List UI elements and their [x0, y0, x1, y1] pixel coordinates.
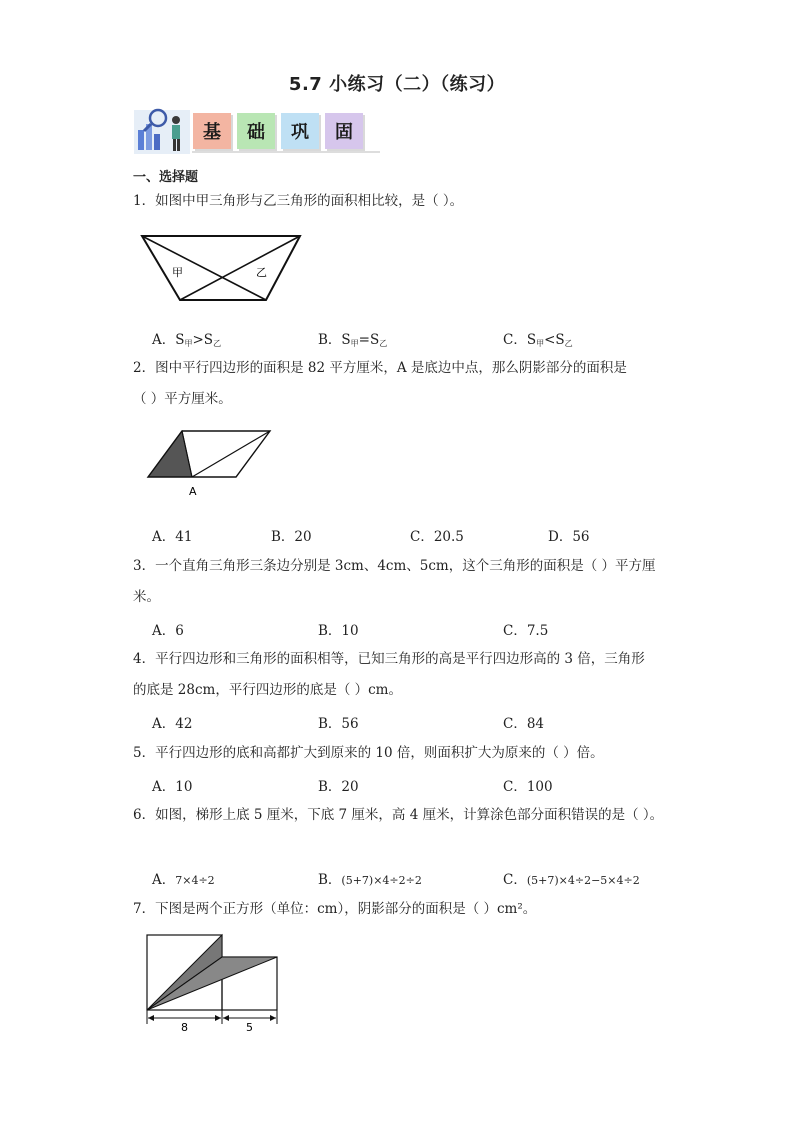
- q2-option-b[interactable]: B．20: [271, 529, 312, 545]
- option-subscript: 乙: [564, 339, 573, 348]
- option-subscript: 乙: [379, 339, 388, 348]
- q1-trapezoid-figure: [138, 232, 306, 304]
- point-a-label: A: [189, 485, 197, 498]
- q2-option-d[interactable]: D．56: [548, 529, 590, 545]
- question-1-text: 1．如图中甲三角形与乙三角形的面积相比较，是（ ）。: [133, 193, 464, 209]
- q4-option-b[interactable]: B．56: [318, 716, 359, 732]
- q6-option-c[interactable]: [503, 868, 640, 888]
- q4-option-a[interactable]: A．42: [152, 716, 193, 732]
- question-3-line2: 米。: [133, 589, 160, 605]
- question-3-line1: 3．一个直角三角形三条边分别是 3cm、4cm、5cm，这个三角形的面积是（ ）平方厘: [133, 558, 656, 574]
- dimension-label-8: 8: [181, 1021, 188, 1034]
- option-label: B．: [318, 872, 342, 888]
- q4-option-c[interactable]: C．84: [503, 716, 545, 732]
- option-expression: (5+7)×4÷2÷2: [341, 874, 422, 887]
- label-yi: 乙: [256, 266, 267, 279]
- option-text: B．S: [318, 332, 351, 348]
- page-title: 5.7 小练习（二）（练习）: [288, 74, 506, 95]
- banner-tile: 基: [193, 113, 231, 149]
- banner-tile: 础: [237, 113, 275, 149]
- option-subscript: 乙: [213, 339, 222, 348]
- option-label: A．: [152, 872, 176, 888]
- question-4-line2: 的底是 28cm，平行四边形的底是（ ）cm。: [133, 682, 402, 698]
- question-2-line2: （ ）平方厘米。: [133, 391, 232, 407]
- banner-tile: 固: [325, 113, 363, 149]
- q1-option-c[interactable]: [503, 328, 573, 349]
- option-text: A．S: [152, 332, 185, 348]
- option-subscript: 甲: [350, 339, 359, 348]
- banner-tile: 巩: [281, 113, 319, 149]
- q2-parallelogram-figure: [146, 428, 274, 498]
- q5-option-a[interactable]: A．10: [152, 779, 193, 795]
- q5-option-c[interactable]: C．100: [503, 779, 553, 795]
- question-5-text: 5．平行四边形的底和高都扩大到原来的 10 倍，则面积扩大为原来的（ ）倍。: [133, 745, 604, 761]
- option-subscript: 甲: [184, 339, 193, 348]
- option-text: =S: [358, 332, 380, 348]
- q5-option-b[interactable]: B．20: [318, 779, 359, 795]
- section-heading: 一、选择题: [133, 170, 199, 185]
- question-6-text: 6．如图，梯形上底 5 厘米，下底 7 厘米，高 4 厘米，计算涂色部分面积错误的是（ ）。: [133, 807, 664, 823]
- q1-option-b[interactable]: [318, 328, 387, 349]
- q2-option-c[interactable]: C．20.5: [410, 529, 464, 545]
- q2-option-a[interactable]: A．41: [152, 529, 193, 545]
- label-jia: 甲: [172, 266, 183, 279]
- dimension-label-5: 5: [246, 1021, 253, 1034]
- banner-tiles: [193, 113, 363, 149]
- option-subscript: 甲: [536, 339, 545, 348]
- q1-option-a[interactable]: [152, 328, 221, 349]
- option-expression: (5+7)×4÷2−5×4÷2: [526, 874, 640, 887]
- q3-option-a[interactable]: A．6: [152, 623, 184, 639]
- q6-option-a[interactable]: [152, 868, 215, 888]
- q3-option-c[interactable]: C．7.5: [503, 623, 549, 639]
- q3-option-b[interactable]: B．10: [318, 623, 359, 639]
- option-label: C．: [503, 872, 527, 888]
- q6-option-b[interactable]: [318, 868, 422, 888]
- option-text: >S: [192, 332, 214, 348]
- option-expression: 7×4÷2: [175, 874, 215, 887]
- question-2-line1: 2．图中平行四边形的面积是 82 平方厘米，A 是底边中点，那么阴影部分的面积是: [133, 360, 627, 376]
- option-text: C．S: [503, 332, 537, 348]
- option-text: <S: [544, 332, 565, 348]
- question-4-line1: 4．平行四边形和三角形的面积相等，已知三角形的高是平行四边形高的 3 倍，三角形: [133, 651, 645, 667]
- question-7-text: 7．下图是两个正方形（单位：cm），阴影部分的面积是（ ）cm²。: [133, 901, 537, 917]
- q7-two-squares-figure: [140, 930, 286, 1034]
